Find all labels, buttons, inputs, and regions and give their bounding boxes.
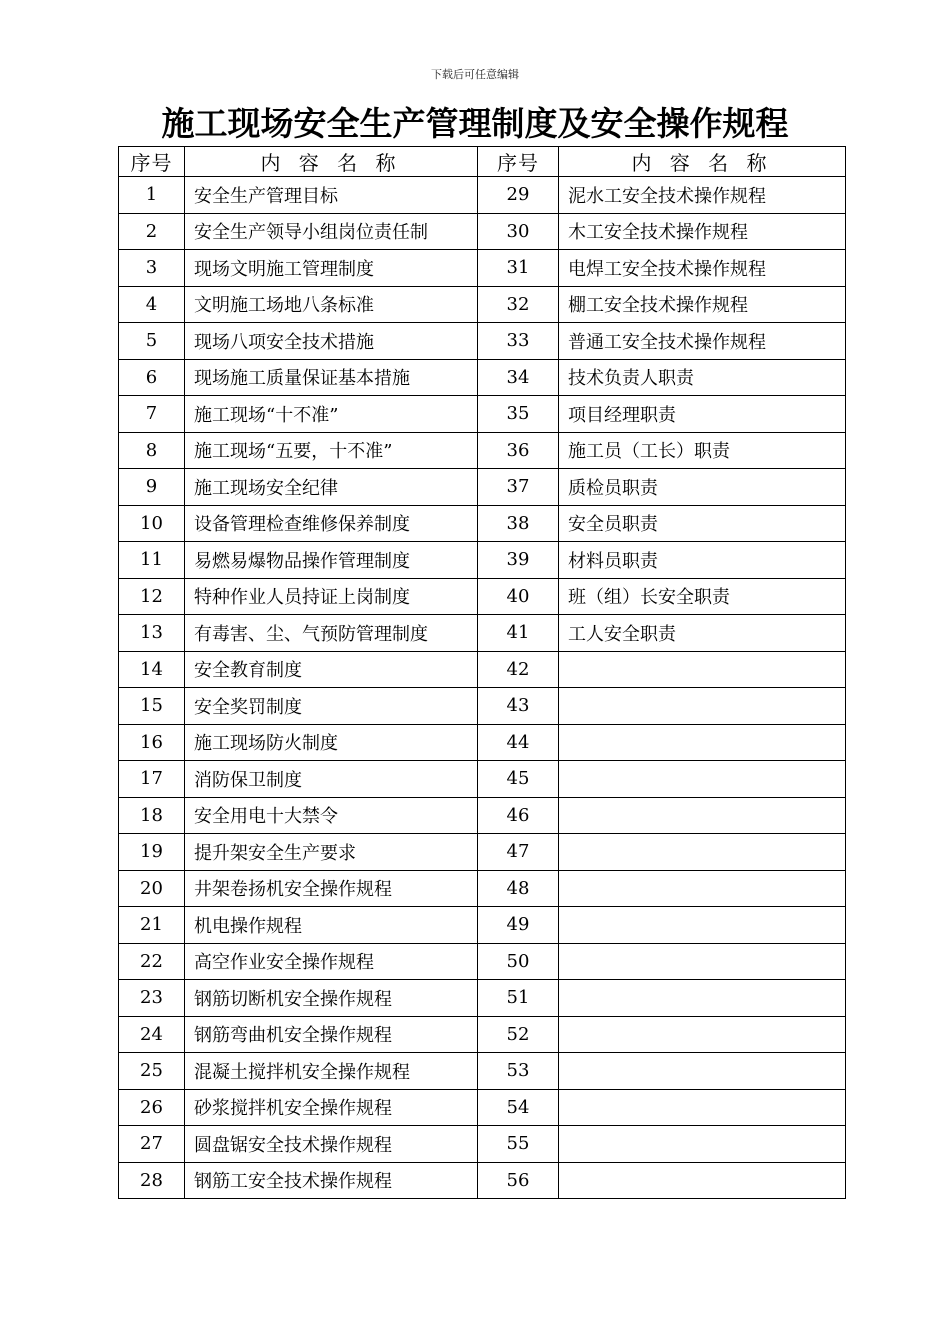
table-row <box>119 213 846 250</box>
row-name-right <box>559 688 846 725</box>
row-name-right <box>559 761 846 798</box>
table-row <box>119 907 846 944</box>
row-name-left: 钢筋切断机安全操作规程 <box>185 980 478 1017</box>
row-index-left: 28 <box>119 1162 185 1199</box>
table-body <box>119 177 846 1199</box>
row-index-left: 4 <box>119 286 185 323</box>
table-row <box>119 724 846 761</box>
row-name-left: 圆盘锯安全技术操作规程 <box>185 1126 478 1163</box>
row-name-left: 消防保卫制度 <box>185 761 478 798</box>
table-row <box>119 651 846 688</box>
row-index-right: 50 <box>478 943 559 980</box>
row-name-left: 文明施工场地八条标准 <box>185 286 478 323</box>
row-name-left: 安全生产管理目标 <box>185 177 478 214</box>
row-name-right: 质检员职责 <box>559 469 846 506</box>
row-index-left: 12 <box>119 578 185 615</box>
row-name-right <box>559 834 846 871</box>
row-index-left: 2 <box>119 213 185 250</box>
row-name-right: 班（组）长安全职责 <box>559 578 846 615</box>
row-name-right <box>559 1162 846 1199</box>
row-index-left: 6 <box>119 359 185 396</box>
row-index-right: 36 <box>478 432 559 469</box>
table-row <box>119 761 846 798</box>
row-index-left: 25 <box>119 1053 185 1090</box>
row-name-left: 钢筋弯曲机安全操作规程 <box>185 1016 478 1053</box>
row-name-right: 泥水工安全技术操作规程 <box>559 177 846 214</box>
row-index-left: 17 <box>119 761 185 798</box>
row-index-left: 19 <box>119 834 185 871</box>
table-row <box>119 469 846 506</box>
row-index-right: 51 <box>478 980 559 1017</box>
row-name-right <box>559 797 846 834</box>
row-name-left: 安全奖罚制度 <box>185 688 478 725</box>
row-name-right <box>559 651 846 688</box>
row-name-right: 施工员（工长）职责 <box>559 432 846 469</box>
row-index-right: 43 <box>478 688 559 725</box>
row-name-left: 安全生产领导小组岗位责任制 <box>185 213 478 250</box>
row-index-left: 24 <box>119 1016 185 1053</box>
row-index-right: 53 <box>478 1053 559 1090</box>
row-name-right: 工人安全职责 <box>559 615 846 652</box>
row-name-left: 混凝土搅拌机安全操作规程 <box>185 1053 478 1090</box>
row-index-right: 39 <box>478 542 559 579</box>
row-index-left: 18 <box>119 797 185 834</box>
row-name-right <box>559 1016 846 1053</box>
row-name-left: 易燃易爆物品操作管理制度 <box>185 542 478 579</box>
row-index-right: 34 <box>478 359 559 396</box>
row-name-left: 机电操作规程 <box>185 907 478 944</box>
row-name-right: 安全员职责 <box>559 505 846 542</box>
row-index-left: 8 <box>119 432 185 469</box>
row-name-right: 电焊工安全技术操作规程 <box>559 250 846 287</box>
table-row <box>119 1089 846 1126</box>
row-index-right: 42 <box>478 651 559 688</box>
row-index-left: 11 <box>119 542 185 579</box>
row-name-left: 现场文明施工管理制度 <box>185 250 478 287</box>
table-row <box>119 1126 846 1163</box>
row-name-left: 砂浆搅拌机安全操作规程 <box>185 1089 478 1126</box>
table-row <box>119 943 846 980</box>
row-index-left: 21 <box>119 907 185 944</box>
row-index-left: 9 <box>119 469 185 506</box>
row-name-right <box>559 907 846 944</box>
row-index-left: 22 <box>119 943 185 980</box>
row-index-right: 40 <box>478 578 559 615</box>
row-name-left: 现场施工质量保证基本措施 <box>185 359 478 396</box>
row-index-left: 20 <box>119 870 185 907</box>
row-index-right: 35 <box>478 396 559 433</box>
row-index-left: 15 <box>119 688 185 725</box>
row-name-right <box>559 870 846 907</box>
table-row <box>119 396 846 433</box>
table-row <box>119 834 846 871</box>
table-row <box>119 505 846 542</box>
table-row <box>119 432 846 469</box>
table-row <box>119 250 846 287</box>
row-index-left: 13 <box>119 615 185 652</box>
header-note: 下载后可任意编辑 <box>431 68 519 81</box>
row-name-left: 施工现场防火制度 <box>185 724 478 761</box>
header-name-left: 内 容 名 称 <box>185 147 478 177</box>
row-index-left: 27 <box>119 1126 185 1163</box>
row-name-right <box>559 1089 846 1126</box>
row-name-left: 设备管理检查维修保养制度 <box>185 505 478 542</box>
row-index-right: 44 <box>478 724 559 761</box>
table-row <box>119 542 846 579</box>
row-name-left: 安全用电十大禁令 <box>185 797 478 834</box>
row-name-right <box>559 980 846 1017</box>
table-row <box>119 615 846 652</box>
row-index-left: 26 <box>119 1089 185 1126</box>
row-index-right: 45 <box>478 761 559 798</box>
row-index-left: 7 <box>119 396 185 433</box>
row-index-right: 31 <box>478 250 559 287</box>
table-row <box>119 1162 846 1199</box>
table-row <box>119 797 846 834</box>
row-index-left: 1 <box>119 177 185 214</box>
row-index-right: 41 <box>478 615 559 652</box>
row-index-right: 48 <box>478 870 559 907</box>
row-name-left: 提升架安全生产要求 <box>185 834 478 871</box>
row-index-left: 16 <box>119 724 185 761</box>
row-index-left: 23 <box>119 980 185 1017</box>
table-row <box>119 578 846 615</box>
row-name-right: 普通工安全技术操作规程 <box>559 323 846 360</box>
row-index-right: 29 <box>478 177 559 214</box>
row-name-right: 木工安全技术操作规程 <box>559 213 846 250</box>
row-name-left: 井架卷扬机安全操作规程 <box>185 870 478 907</box>
table-row <box>119 359 846 396</box>
row-name-right: 棚工安全技术操作规程 <box>559 286 846 323</box>
row-index-right: 47 <box>478 834 559 871</box>
row-index-right: 56 <box>478 1162 559 1199</box>
row-name-left: 现场八项安全技术措施 <box>185 323 478 360</box>
row-name-right: 技术负责人职责 <box>559 359 846 396</box>
table-row <box>119 323 846 360</box>
row-name-right: 材料员职责 <box>559 542 846 579</box>
row-name-right <box>559 1053 846 1090</box>
row-name-left: 施工现场“五要，十不准” <box>185 432 478 469</box>
row-index-right: 46 <box>478 797 559 834</box>
row-name-right: 项目经理职责 <box>559 396 846 433</box>
row-name-left: 钢筋工安全技术操作规程 <box>185 1162 478 1199</box>
row-name-left: 特种作业人员持证上岗制度 <box>185 578 478 615</box>
row-index-left: 14 <box>119 651 185 688</box>
row-index-right: 32 <box>478 286 559 323</box>
regulations-table <box>118 146 846 1199</box>
header-name-right: 内 容 名 称 <box>559 147 846 177</box>
row-index-right: 55 <box>478 1126 559 1163</box>
table-row <box>119 286 846 323</box>
table-row <box>119 870 846 907</box>
row-index-left: 5 <box>119 323 185 360</box>
row-name-left: 有毒害、尘、气预防管理制度 <box>185 615 478 652</box>
row-index-right: 33 <box>478 323 559 360</box>
row-name-left: 施工现场安全纪律 <box>185 469 478 506</box>
header-index-right: 序号 <box>478 147 559 177</box>
row-name-left: 高空作业安全操作规程 <box>185 943 478 980</box>
row-name-right <box>559 943 846 980</box>
row-name-right <box>559 724 846 761</box>
table-row <box>119 1053 846 1090</box>
row-name-left: 施工现场“十不准” <box>185 396 478 433</box>
row-index-right: 52 <box>478 1016 559 1053</box>
row-index-right: 30 <box>478 213 559 250</box>
row-index-right: 54 <box>478 1089 559 1126</box>
row-index-right: 38 <box>478 505 559 542</box>
row-index-right: 49 <box>478 907 559 944</box>
row-index-left: 3 <box>119 250 185 287</box>
table-row <box>119 980 846 1017</box>
row-index-right: 37 <box>478 469 559 506</box>
table-row <box>119 177 846 214</box>
row-name-left: 安全教育制度 <box>185 651 478 688</box>
table-row <box>119 1016 846 1053</box>
header-index-left: 序号 <box>119 147 185 177</box>
row-name-right <box>559 1126 846 1163</box>
row-index-left: 10 <box>119 505 185 542</box>
table-row <box>119 688 846 725</box>
table-header-row <box>119 147 846 177</box>
document-title: 施工现场安全生产管理制度及安全操作规程 <box>161 104 789 143</box>
